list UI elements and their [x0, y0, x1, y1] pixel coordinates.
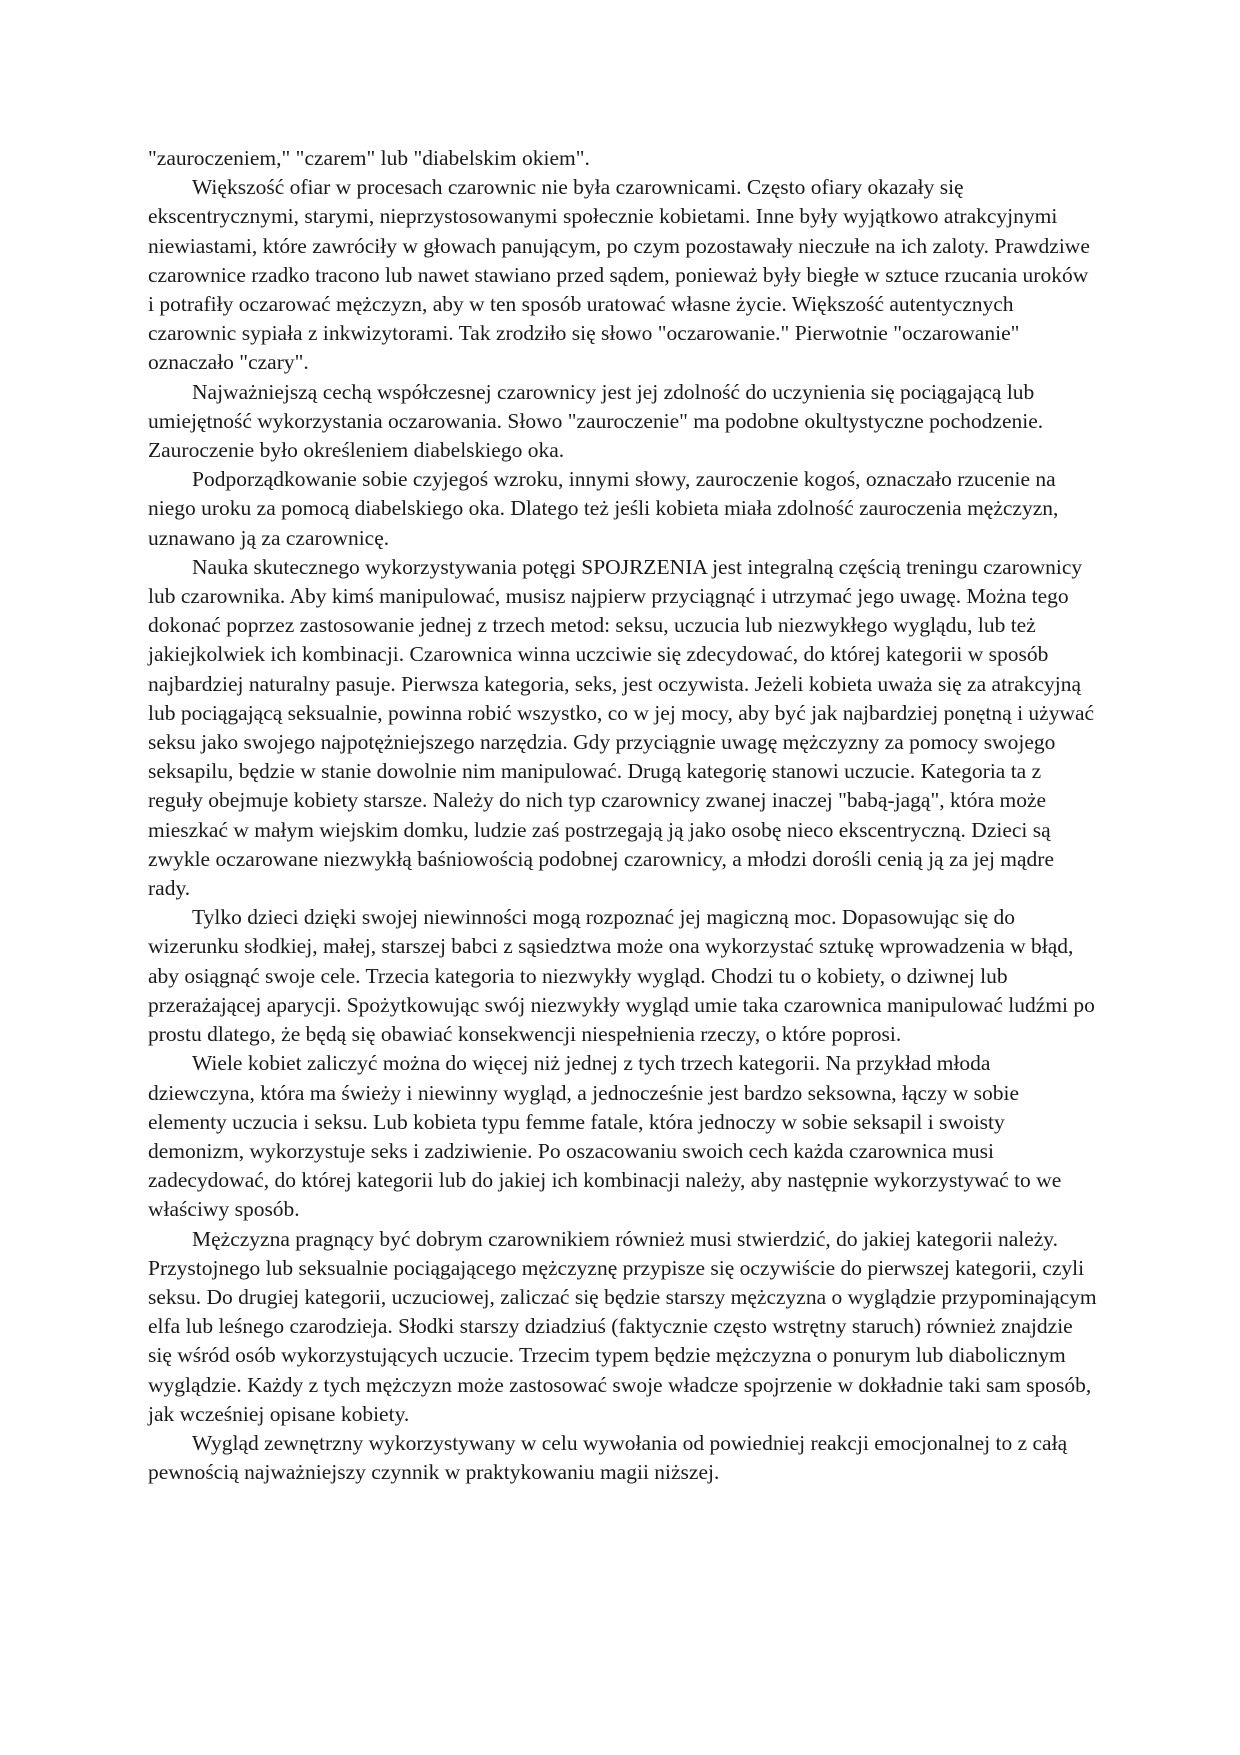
paragraph-3: Najważniejszą cechą współczesnej czarownicy jest jej zdolność do uczynienia się pociągającą lub umiejętność wykorzystania oczarowania. Słowo "zauroczenie" ma podobne okultystyczne pochodzenie. Zauroczenie było określeniem diabelskiego oka. — [148, 379, 1044, 463]
paragraph-6: Tylko dzieci dzięki swojej niewinności mogą rozpoznać jej magiczną moc. Dopasowując się do wizerunku słodkiej, małej, starszej babci z sąsiedztwa może ona wykorzystać sztukę wprowadzenia w błąd, aby osiągnąć swoje cele. Trzecia kategoria to niezwykły wygląd. Chodzi tu o kobiety, o dziwnej lub przerażającej aparycji. Spożytkowując swój niezwykły wygląd umie taka czarownica manipulować ludźmi po prostu dlatego, że będą się obawiać konsekwencji niespełnienia rzeczy, o które poprosi. — [148, 905, 1095, 1047]
paragraph-7: Wiele kobiet zaliczyć można do więcej niż jednej z tych trzech kategorii. Na przykład młoda dziewczyna, która ma świeży i niewinny wygląd, a jednocześnie jest bardzo seksowna, łączy w sobie elementy uczucia i seksu. Lub kobieta typu femme fatale, która jednoczy w sobie seksapil i swoisty demonizm, wykorzystuje seks i zadziwienie. Po oszacowaniu swoich cech każda czarownica musi zadecydować, do której kategorii lub do jakiej ich kombinacji należy, aby następnie wykorzystywać to we właściwy sposób. — [148, 1051, 1062, 1222]
paragraph-9: Wygląd zewnętrzny wykorzystywany w celu wywołania od powiedniej reakcji emocjonalnej to z całą pewnością najważniejszy czynnik w praktykowaniu magii niższej. — [148, 1430, 1068, 1485]
paragraph-1: "zauroczeniem," "czarem" lub "diabelskim okiem". — [148, 146, 590, 170]
paragraph-4: Podporządkowanie sobie czyjegoś wzroku, innymi słowy, zauroczenie kogoś, oznaczało rzucenie na niego uroku za pomocą diabelskiego oka. Dlatego też jeśli kobieta miała zdolność zauroczenia mężczyzn, uznawano ją za czarownicę. — [148, 467, 1059, 550]
paragraph-8: Mężczyzna pragnący być dobrym czarownikiem również musi stwierdzić, do jakiej kategorii należy. Przystojnego lub seksualnie pociągającego mężczyznę przypisze się oczywiście do pierwszej kategorii, czyli seksu. Do drugiej kategorii, uczuciowej, zaliczać się będzie starszy mężczyzna o wyglądzie przypominającym elfa lub leśnego czarodzieja. Słodki starszy dziadziuś (faktycznie często wstrętny staruch) również znajdzie się wśród osób wykorzystujących uczucie. Trzecim typem będzie mężczyzna o ponurym lub diabolicznym wyglądzie. Każdy z tych mężczyzn może zastosować swoje władcze spojrzenie w dokładnie taki sam sposób, jak wcześniej opisane kobiety. — [148, 1226, 1097, 1426]
paragraph-5: Nauka skutecznego wykorzystywania potęgi SPOJRZENIA jest integralną częścią treningu czarownicy lub czarownika. Aby kimś manipulować, musisz najpierw przyciągnąć i utrzymać jego uwagę. Można tego dokonać poprzez zastosowanie jednej z trzech metod: seksu, uczucia lub niezwykłego wyglądu, lub też jakiejkolwiek ich kombinacji. Czarownica winna uczciwie się zdecydować, do której kategorii w sposób najbardziej naturalny pasuje. Pierwsza kategoria, seks, jest oczywista. Jeżeli kobieta uważa się za atrakcyjną lub pociągającą seksualnie, powinna robić wszystko, co w jej mocy, aby być jak najbardziej ponętną i używać seksu jako swojego najpotężniejszego narzędzia. Gdy przyciągnie uwagę mężczyzny za pomocy swojego seksapilu, będzie w stanie dowolnie nim manipulować. Drugą kategorię stanowi uczucie. Kategoria ta z reguły obejmuje kobiety starsze. Należy do nich typ czarownicy zwanej inaczej "babą-jagą", która może mieszkać w małym wiejskim domku, ludzie zaś postrzegają ją jako osobę nieco ekscentryczną. Dzieci są zwykle oczarowane niezwykłą baśniowością podobnej czarownicy, a młodzi dorośli cenią ją za jej mądre rady. — [148, 554, 1095, 901]
document-page — [148, 144, 1098, 1487]
paragraph-2: Większość ofiar w procesach czarownic nie była czarownicami. Często ofiary okazały się ekscentrycznymi, starymi, nieprzystosowanymi społecznie kobietami. Inne były wyjątkowo atrakcyjnymi niewiastami, które zawróciły w głowach panującym, po czym pozostawały nieczułe na ich zaloty. Prawdziwe czarownice rzadko tracono lub nawet stawiano przed sądem, ponieważ były biegłe w sztuce rzucania uroków i potrafiły oczarować mężczyzn, aby w ten sposób uratować własne życie. Większość autentycznych czarownic sypiała z inkwizytorami. Tak zrodziło się słowo "oczarowanie." Pierwotnie "oczarowanie" oznaczało "czary". — [148, 175, 1090, 375]
